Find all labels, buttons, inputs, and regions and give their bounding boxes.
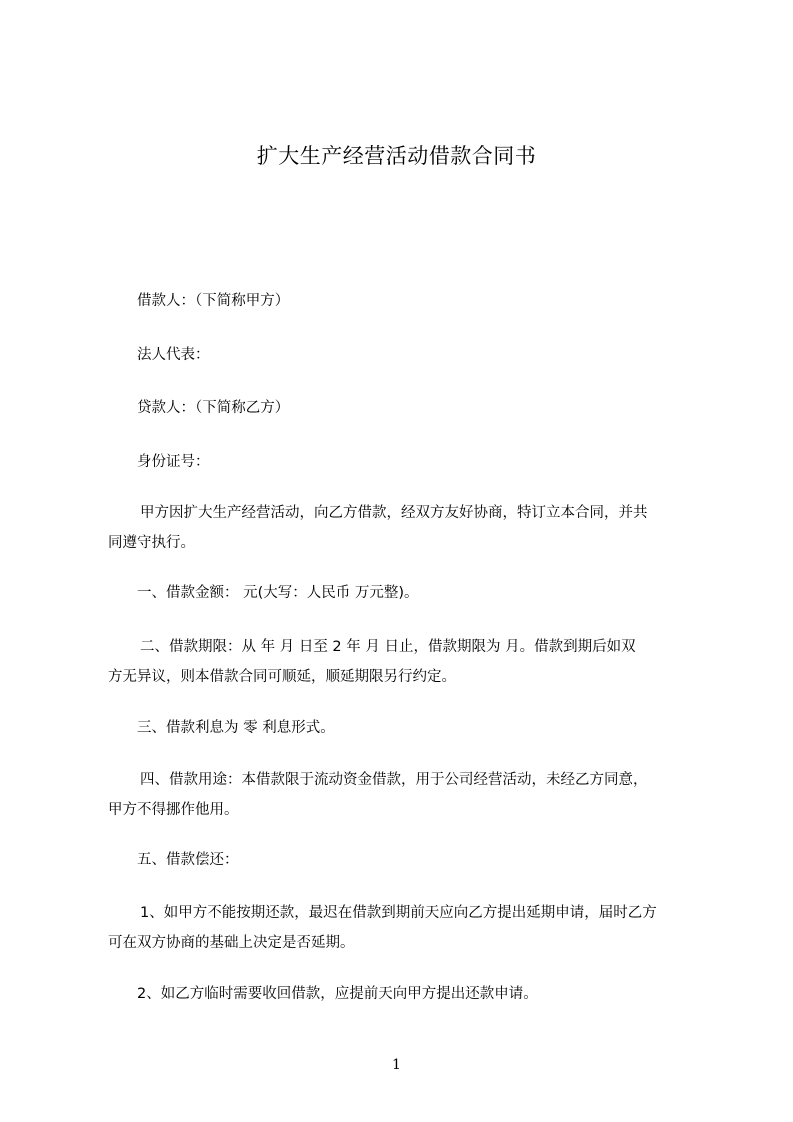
page-number: 1	[392, 1057, 401, 1073]
intro-line-2: 同遵守执行。	[108, 535, 195, 551]
clause-term	[108, 632, 708, 692]
clause-repayment	[108, 845, 708, 875]
lender-text: 贷款人：（下简称乙方）	[137, 400, 290, 416]
clause-interest-text: 三、借款利息为 零 利息形式。	[137, 720, 335, 736]
clause-purpose-line-1: 四、借款用途：本借款限于流动资金借款，用于公司经营活动，未经乙方同意，	[140, 772, 648, 788]
legal-rep-text: 法人代表：	[137, 347, 210, 363]
id-number-text: 身份证号：	[137, 454, 210, 470]
clause-purpose	[108, 765, 708, 825]
intro-line-1: 甲方因扩大生产经营活动，向乙方借款，经双方友好协商，特订立本合同，并共	[140, 505, 648, 521]
repayment-item-1-line-1: 1、如甲方不能按期还款，最迟在借款到期前天应向乙方提出延期申请，届时乙方	[140, 905, 657, 921]
borrower-text: 借款人：（下简称甲方）	[137, 293, 290, 309]
repayment-item-2-text: 2、如乙方临时需要收回借款，应提前天向甲方提出还款申请。	[137, 986, 538, 1002]
clause-term-line-1: 二、借款期限：从 年 月 日至 2 年 月 日止，借款期限为 月。借款到期后如双	[140, 639, 636, 655]
repayment-item-1	[108, 898, 708, 958]
lender-field	[108, 393, 708, 423]
borrower-field	[108, 286, 708, 316]
intro-paragraph	[108, 498, 708, 558]
repayment-item-2	[108, 979, 708, 1009]
clause-term-line-2: 方无异议，则本借款合同可顺延，顺延期限另行约定。	[108, 669, 456, 685]
clause-repayment-text: 五、借款偿还：	[137, 852, 239, 868]
id-number-field	[108, 447, 708, 477]
legal-rep-field	[108, 340, 708, 370]
clause-purpose-line-2: 甲方不得挪作他用。	[108, 802, 239, 818]
document-title: 扩大生产经营活动借款合同书	[256, 144, 537, 168]
repayment-item-1-line-2: 可在双方协商的基础上决定是否延期。	[108, 935, 355, 951]
clause-amount-text: 一、借款金额： 元(大写：人民币 万元整)。	[137, 585, 419, 601]
clause-interest	[108, 713, 708, 743]
clause-amount	[108, 578, 708, 608]
